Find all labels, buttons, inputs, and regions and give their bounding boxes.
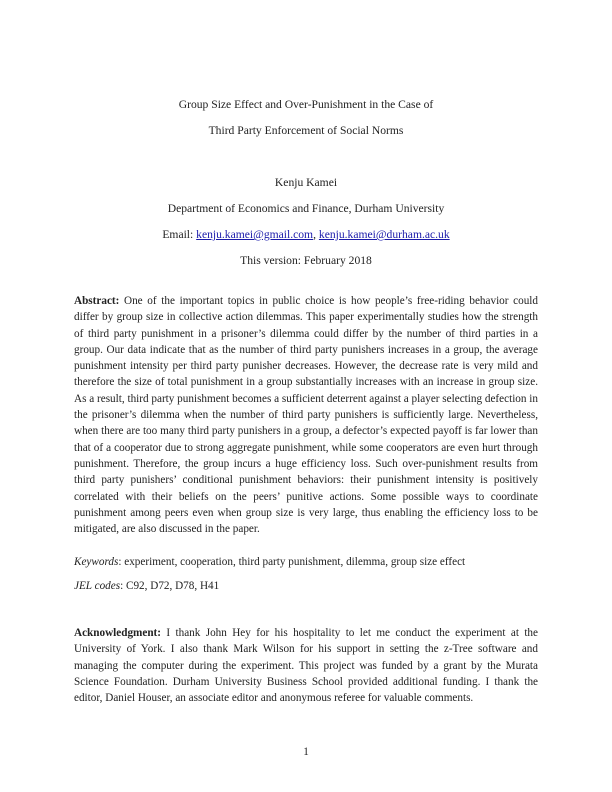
version-date: This version: February 2018 <box>240 254 372 267</box>
abstract <box>74 293 538 537</box>
abstract-text: One of the important topics in public choice is how people’s free-riding behavior could differ by group size in collective action dilemmas. This paper experimentally studies how the strength of third party punishment in a prisoner’s dilemma could differ by the number of third parties in a group. Our data indicate that as the number of third party punishers increases in a group, the average punishment intensity per third party punisher decreases. However, the decrease rate is very mild and therefore the size of total punishment in a group substantially increases with an increase in group size. As a result, third party punishment becomes a sufficient deterrent against a player selecting defection in the prisoner’s dilemma when the number of third party punishers is sufficiently large. Nevertheless, when there are too many third party punishers in a group, a defector’s expected payoff is far lower than that of a cooperator due to strong aggregate punishment, while some cooperators are even hurt through punishment. Therefore, the group incurs a huge efficiency loss. Such over-punishment results from third party punishers’ conditional punishment behaviors: their punishment intensity is positively correlated with their beliefs on the peers’ punitive actions. Some possible ways to coordinate punishment among peers even when group size is very large, thus enabling the efficiency loss to be mitigated, are also discussed in the paper. <box>74 295 538 536</box>
author-affiliation: Department of Economics and Finance, Durham University <box>167 202 445 215</box>
author-name: Kenju Kamei <box>274 176 338 189</box>
email-separator: , <box>313 228 319 241</box>
keywords-text: : experiment, cooperation, third party punishment, dilemma, group size effect <box>118 556 466 568</box>
acknowledgment <box>74 625 538 706</box>
jel-label: JEL codes <box>74 580 121 592</box>
acknowledgment-text: I thank John Hey for his hospitality to let me conduct the experiment at the University of York. I also thank Mark Wilson for his support in setting the z-Tree software and managing the computer during the experiment. This project was funded by a grant by the Murata Science Foundation. Durham University Business School provided additional funding. I thank the editor, Daniel Houser, an associate editor and anonymous referee for valuable comments. <box>74 627 538 705</box>
jel-text: : C92, D72, D78, H41 <box>120 580 220 592</box>
keywords-label: Keywords <box>74 556 119 568</box>
jel-codes <box>74 580 544 592</box>
keywords <box>74 556 544 568</box>
email-link-gmail[interactable]: kenju.kamei@gmail.com <box>196 228 314 241</box>
page-number: 1 <box>303 746 309 758</box>
title-line-1: Group Size Effect and Over-Punishment in the Case of <box>178 98 434 111</box>
title-line-2: Third Party Enforcement of Social Norms <box>208 124 404 137</box>
email-label: Email: <box>162 228 197 241</box>
acknowledgment-label: Acknowledgment: <box>74 627 162 639</box>
email-link-durham[interactable]: kenju.kamei@durham.ac.uk <box>318 228 450 241</box>
abstract-label: Abstract: <box>74 295 120 307</box>
author-email <box>0 228 612 241</box>
